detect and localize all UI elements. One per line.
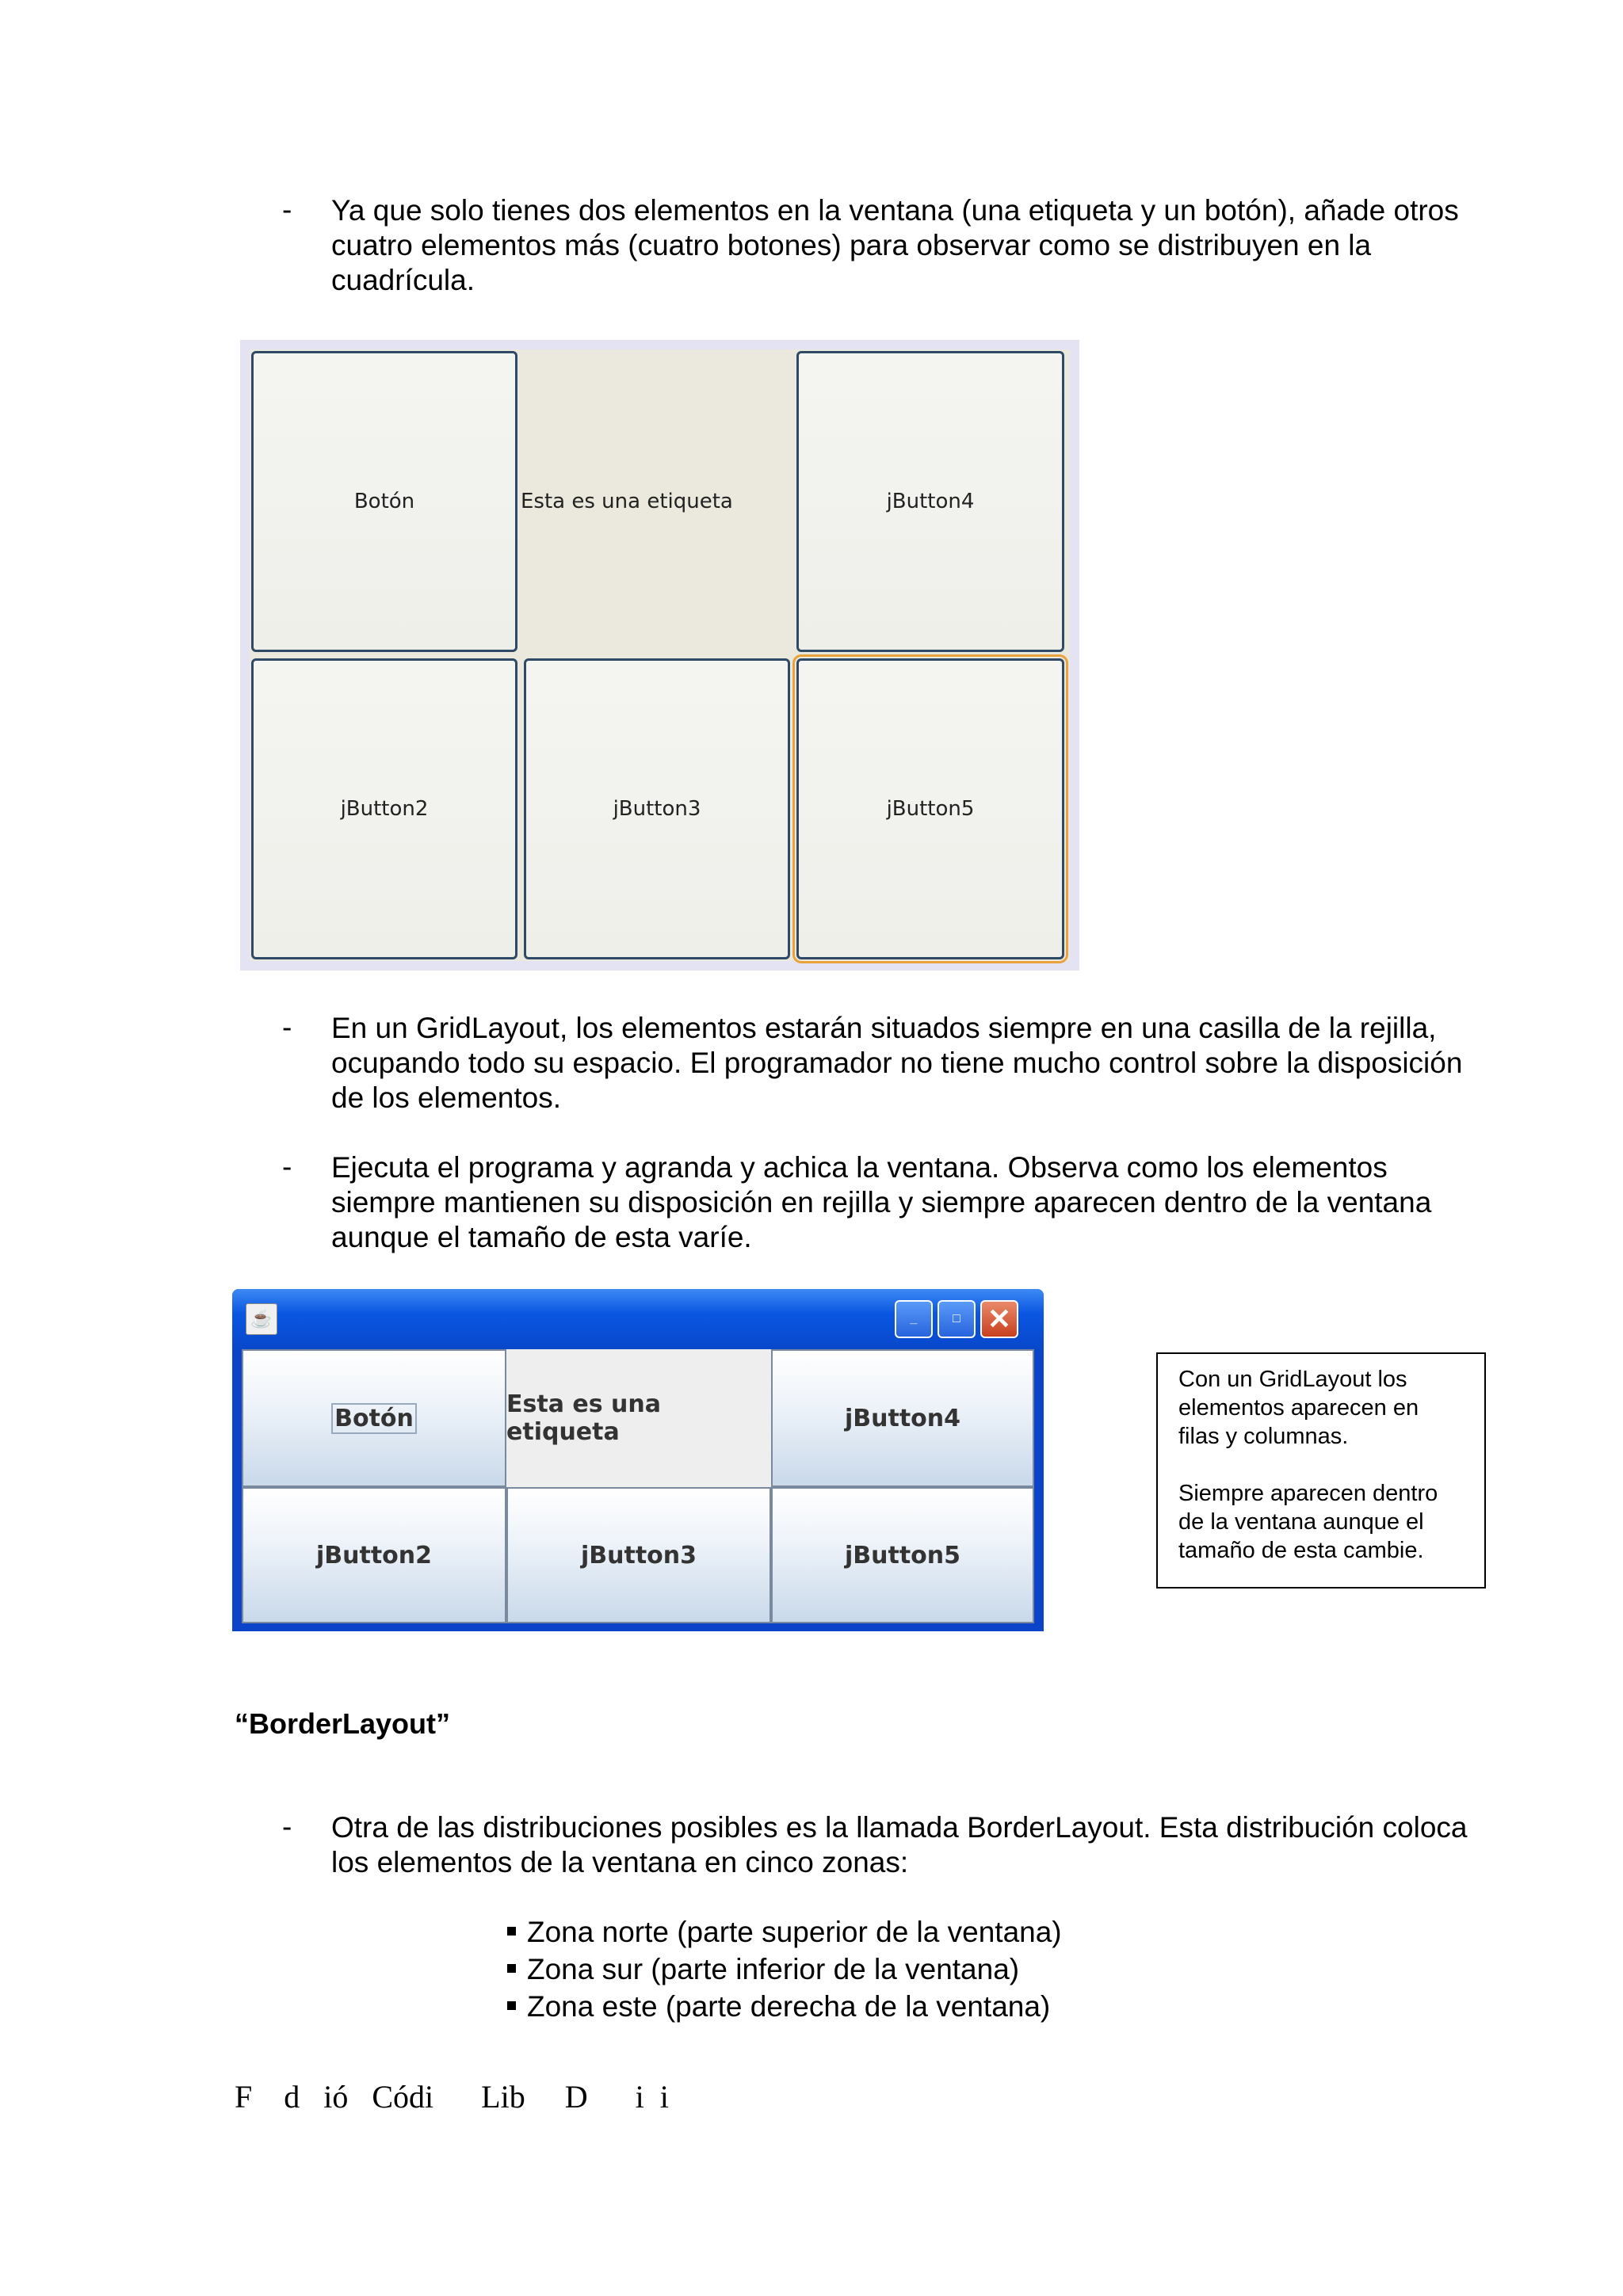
running-window-screenshot	[232, 1289, 1044, 1631]
paragraph-gridlayout-cells: En un GridLayout, los elementos estarán situados siempre en una casilla de la rejilla, ocupando todo su espacio. El programador no tiene mucho control sobre la disposición de los elementos.	[331, 1012, 1463, 1114]
window-button-jbutton4[interactable]: jButton4	[771, 1349, 1034, 1487]
list-item	[507, 1990, 1050, 2023]
gridlayout-note-box	[1156, 1352, 1486, 1589]
paragraph-resize-window: Ejecuta el programa y agranda y achica la ventana. Observa como los elementos siempre mantienen su disposición en rejilla y siempre aparecen dentro de la ventana aunque el tamaño de esta varíe.	[331, 1151, 1432, 1253]
designer-button-jbutton2[interactable]: jButton2	[251, 658, 517, 959]
designer-panel	[250, 349, 1070, 961]
note-line-1: Con un GridLayout los elementos aparecen en filas y columnas.	[1178, 1367, 1419, 1449]
section-heading-borderlayout: “BorderLayout”	[235, 1707, 451, 1740]
designer-button-jbutton5[interactable]: jButton5	[796, 658, 1064, 959]
window-titlebar[interactable]	[232, 1289, 1044, 1351]
square-bullet-icon	[507, 2001, 516, 2010]
window-button-boton[interactable]	[242, 1349, 506, 1487]
zone-label: Zona este (parte derecha de la ventana)	[527, 1990, 1051, 2023]
note-line-2: Siempre aparecen dentro de la ventana aunque el tamaño de esta cambie.	[1178, 1481, 1438, 1563]
window-button-jbutton5[interactable]: jButton5	[771, 1487, 1034, 1623]
paragraph-borderlayout-intro: Otra de las distribuciones posibles es la llamada BorderLayout. Esta distribución coloca los elementos de la ventana en cinco zonas:	[331, 1811, 1468, 1878]
window-client-area	[242, 1349, 1034, 1623]
zone-label: Zona sur (parte inferior de la ventana)	[527, 1953, 1020, 1985]
list-item	[507, 1916, 1062, 1949]
bullet-dash: -	[282, 1150, 292, 1183]
window-label-etiqueta: Esta es una etiqueta	[506, 1349, 771, 1487]
bullet-dash: -	[282, 1011, 292, 1043]
button-label: Botón	[331, 1403, 417, 1434]
bullet-dash: -	[282, 193, 292, 226]
maximize-button[interactable]: □	[938, 1300, 976, 1338]
window-button-jbutton2[interactable]: jButton2	[242, 1487, 506, 1623]
java-app-icon: ☕	[246, 1303, 277, 1335]
square-bullet-icon	[507, 1964, 516, 1973]
minimize-button[interactable]: _	[895, 1300, 933, 1338]
page-footer: F d ió Códi Lib D i i	[235, 2079, 669, 2115]
designer-button-boton[interactable]: Botón	[251, 351, 517, 652]
list-item	[507, 1953, 1019, 1986]
designer-button-jbutton4[interactable]: jButton4	[796, 351, 1064, 652]
paragraph-add-buttons: Ya que solo tienes dos elementos en la ventana (una etiqueta y un botón), añade otros cuatro elementos más (cuatro botones) para observar como se distribuyen en la cuadrícula.	[331, 194, 1459, 296]
zone-label: Zona norte (parte superior de la ventana)	[527, 1916, 1062, 1948]
designer-label-etiqueta: Esta es una etiqueta	[521, 490, 733, 513]
designer-button-jbutton3[interactable]: jButton3	[524, 658, 790, 959]
square-bullet-icon	[507, 1927, 516, 1936]
close-button[interactable]: ✕	[980, 1300, 1018, 1338]
window-button-jbutton3[interactable]: jButton3	[506, 1487, 771, 1623]
bullet-dash: -	[282, 1810, 292, 1843]
gridlayout-designer-screenshot	[240, 340, 1079, 971]
